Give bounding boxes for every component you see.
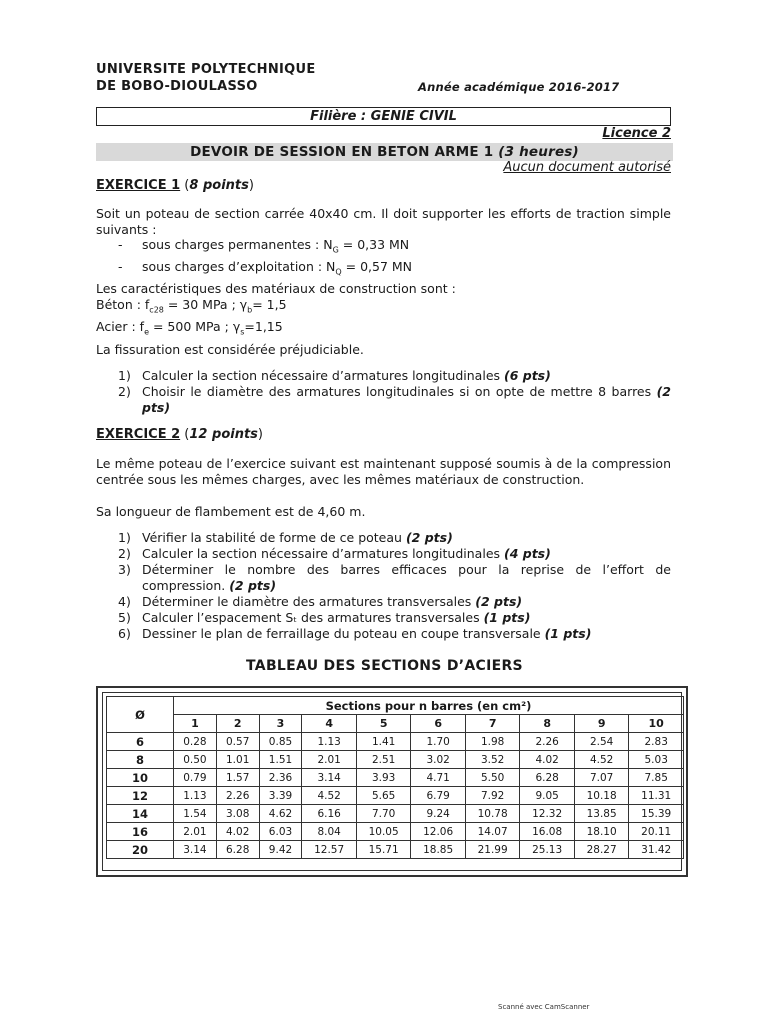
bar-count-header: 4 [302, 715, 357, 733]
table-row [107, 841, 684, 859]
section-value-cell: 3.39 [259, 787, 302, 805]
section-value-cell: 1.51 [259, 751, 302, 769]
section-value-cell: 9.24 [411, 805, 466, 823]
question-item: 2) Choisir le diamètre des armatures longitudinales si on opte de mettre 8 barres (2 pts) [118, 384, 671, 415]
bar-count-header: 3 [259, 715, 302, 733]
fissuration-note: La fissuration est considérée préjudiciable. [96, 342, 364, 357]
exercise-1-heading: EXERCICE 1 (8 points) [96, 178, 254, 193]
section-value-cell: 11.31 [629, 787, 684, 805]
table-row [107, 751, 684, 769]
steel-sections-table [106, 696, 684, 859]
section-value-cell: 4.71 [411, 769, 466, 787]
section-value-cell: 1.54 [174, 805, 217, 823]
table-row [107, 787, 684, 805]
licence-label: Licence 2 [602, 126, 671, 141]
section-value-cell: 12.06 [411, 823, 466, 841]
section-value-cell: 7.92 [465, 787, 520, 805]
section-value-cell: 6.79 [411, 787, 466, 805]
beton-line: Béton : $f_{c28} = 30$ MPa ; $\gamma_b= 1,5$ [96, 297, 287, 315]
table-row [107, 769, 684, 787]
diameter-cell: 20 [107, 841, 174, 859]
exercise-2-questions [96, 530, 671, 642]
load-item: - sous charges permanentes : $N_G = 0,33$ MN [118, 237, 410, 255]
table-row [107, 805, 684, 823]
section-value-cell: 18.10 [574, 823, 629, 841]
section-value-cell: 0.28 [174, 733, 217, 751]
section-value-cell: 2.54 [574, 733, 629, 751]
section-value-cell: 1.70 [411, 733, 466, 751]
section-value-cell: 0.79 [174, 769, 217, 787]
section-value-cell: 0.50 [174, 751, 217, 769]
section-value-cell: 2.51 [356, 751, 411, 769]
table-caption: Sections pour n barres (en cm²) [174, 697, 684, 715]
exercise-2-title: EXERCICE 2 [96, 427, 181, 442]
section-value-cell: 15.39 [629, 805, 684, 823]
section-value-cell: 2.26 [216, 787, 259, 805]
section-value-cell: 10.18 [574, 787, 629, 805]
question-item: 4) Déterminer le diamètre des armatures transversales (2 pts) [118, 594, 523, 609]
university-line-1: UNIVERSITE POLYTECHNIQUE [96, 62, 316, 77]
table-row [107, 733, 684, 751]
section-value-cell: 3.08 [216, 805, 259, 823]
section-value-cell: 14.07 [465, 823, 520, 841]
devoir-title-bar [96, 143, 673, 161]
exercise-1-title: EXERCICE 1 [96, 178, 181, 193]
bar-count-header: 1 [174, 715, 217, 733]
bar-count-header: 10 [629, 715, 684, 733]
section-value-cell: 4.62 [259, 805, 302, 823]
filiere-box [96, 107, 671, 126]
section-value-cell: 3.52 [465, 751, 520, 769]
section-value-cell: 1.41 [356, 733, 411, 751]
section-value-cell: 3.93 [356, 769, 411, 787]
section-value-cell: 6.28 [520, 769, 575, 787]
exercise-1-intro: Soit un poteau de section carrée 40x40 cm. Il doit supporter les efforts de traction simple suivants : [96, 206, 671, 237]
section-value-cell: 4.52 [302, 787, 357, 805]
bar-count-header: 5 [356, 715, 411, 733]
section-value-cell: 2.01 [302, 751, 357, 769]
section-value-cell: 3.14 [302, 769, 357, 787]
section-value-cell: 1.01 [216, 751, 259, 769]
question-item: 1) Vérifier la stabilité de forme de ce poteau (2 pts) [118, 530, 453, 545]
section-value-cell: 4.02 [216, 823, 259, 841]
exercise-2-intro: Le même poteau de l’exercice suivant est maintenant supposé soumis à de la compression centrée sous les mêmes charges, avec les mêmes matériaux de construction. [96, 456, 671, 487]
devoir-duration: (3 heures) [498, 144, 579, 160]
section-value-cell: 10.05 [356, 823, 411, 841]
bar-count-row [107, 715, 684, 733]
bar-count-header: 8 [520, 715, 575, 733]
diameter-cell: 8 [107, 751, 174, 769]
section-value-cell: 1.57 [216, 769, 259, 787]
bar-count-header: 2 [216, 715, 259, 733]
section-value-cell: 28.27 [574, 841, 629, 859]
section-value-cell: 3.14 [174, 841, 217, 859]
section-value-cell: 8.04 [302, 823, 357, 841]
materials-block [96, 281, 671, 340]
section-value-cell: 9.05 [520, 787, 575, 805]
devoir-title [96, 144, 673, 160]
diameter-cell: 10 [107, 769, 174, 787]
bar-count-header: 9 [574, 715, 629, 733]
question-item: 6) Dessiner le plan de ferraillage du poteau en coupe transversale (1 pts) [118, 626, 592, 641]
exercise-1-points: 8 points [189, 178, 249, 193]
exercise-2-heading: EXERCICE 2 (12 points) [96, 427, 263, 442]
section-value-cell: 3.02 [411, 751, 466, 769]
exercise-1-loads [96, 237, 671, 280]
section-value-cell: 12.32 [520, 805, 575, 823]
exercise-1-questions [96, 368, 671, 416]
university-name [96, 61, 316, 95]
section-value-cell: 9.42 [259, 841, 302, 859]
materials-intro: Les caractéristiques des matériaux de construction sont : [96, 281, 456, 296]
section-value-cell: 20.11 [629, 823, 684, 841]
load-item: - sous charges d’exploitation : $N_Q = 0,57$ MN [118, 258, 413, 276]
bar-count-header: 7 [465, 715, 520, 733]
section-value-cell: 1.98 [465, 733, 520, 751]
section-value-cell: 18.85 [411, 841, 466, 859]
acier-line: Acier : $f_e = 500$ MPa ; $\gamma_s=1,15$ [96, 318, 283, 336]
section-value-cell: 16.08 [520, 823, 575, 841]
section-value-cell: 1.13 [302, 733, 357, 751]
question-item: 5) Calculer l’espacement Sₜ des armatures transversales (1 pts) [118, 610, 531, 625]
university-line-2: DE BOBO-DIOULASSO [96, 79, 258, 94]
section-value-cell: 31.42 [629, 841, 684, 859]
section-value-cell: 7.70 [356, 805, 411, 823]
section-value-cell: 1.13 [174, 787, 217, 805]
section-value-cell: 4.02 [520, 751, 575, 769]
section-value-cell: 7.07 [574, 769, 629, 787]
scanner-watermark: Scanné avec CamScanner [498, 1003, 590, 1011]
section-value-cell: 4.52 [574, 751, 629, 769]
diameter-cell: 14 [107, 805, 174, 823]
section-value-cell: 10.78 [465, 805, 520, 823]
section-value-cell: 2.83 [629, 733, 684, 751]
section-value-cell: 2.01 [174, 823, 217, 841]
section-value-cell: 13.85 [574, 805, 629, 823]
section-value-cell: 6.28 [216, 841, 259, 859]
section-value-cell: 7.85 [629, 769, 684, 787]
filiere-label: Filière : GENIE CIVIL [310, 109, 457, 124]
section-value-cell: 25.13 [520, 841, 575, 859]
exercise-2-points: 12 points [189, 427, 258, 442]
diameter-cell: 6 [107, 733, 174, 751]
section-value-cell: 0.57 [216, 733, 259, 751]
question-item: 3) Déterminer le nombre des barres efficaces pour la reprise de l’effort de compression. (2 pts) [118, 562, 671, 593]
table-header-row [107, 697, 684, 715]
no-documents-note: Aucun document autorisé [503, 160, 671, 175]
section-value-cell: 0.85 [259, 733, 302, 751]
steel-sections-table-frame [96, 686, 688, 877]
devoir-title-text: DEVOIR DE SESSION EN BETON ARME 1 [190, 144, 494, 160]
bar-count-header: 6 [411, 715, 466, 733]
section-value-cell: 6.03 [259, 823, 302, 841]
diameter-cell: 12 [107, 787, 174, 805]
diameter-header: Ø [107, 697, 174, 733]
flambement-note: Sa longueur de flambement est de 4,60 m. [96, 504, 366, 519]
section-value-cell: 21.99 [465, 841, 520, 859]
section-value-cell: 5.50 [465, 769, 520, 787]
diameter-cell: 16 [107, 823, 174, 841]
question-item: 2) Calculer la section nécessaire d’armatures longitudinales (4 pts) [118, 546, 551, 561]
table-title: TABLEAU DES SECTIONS D’ACIERS [246, 658, 523, 674]
academic-year: Année académique 2016-2017 [418, 80, 620, 94]
section-value-cell: 15.71 [356, 841, 411, 859]
section-value-cell: 2.36 [259, 769, 302, 787]
section-value-cell: 12.57 [302, 841, 357, 859]
section-value-cell: 5.65 [356, 787, 411, 805]
section-value-cell: 5.03 [629, 751, 684, 769]
question-item: 1) Calculer la section nécessaire d’armatures longitudinales (6 pts) [118, 368, 551, 383]
section-value-cell: 6.16 [302, 805, 357, 823]
section-value-cell: 2.26 [520, 733, 575, 751]
table-row [107, 823, 684, 841]
